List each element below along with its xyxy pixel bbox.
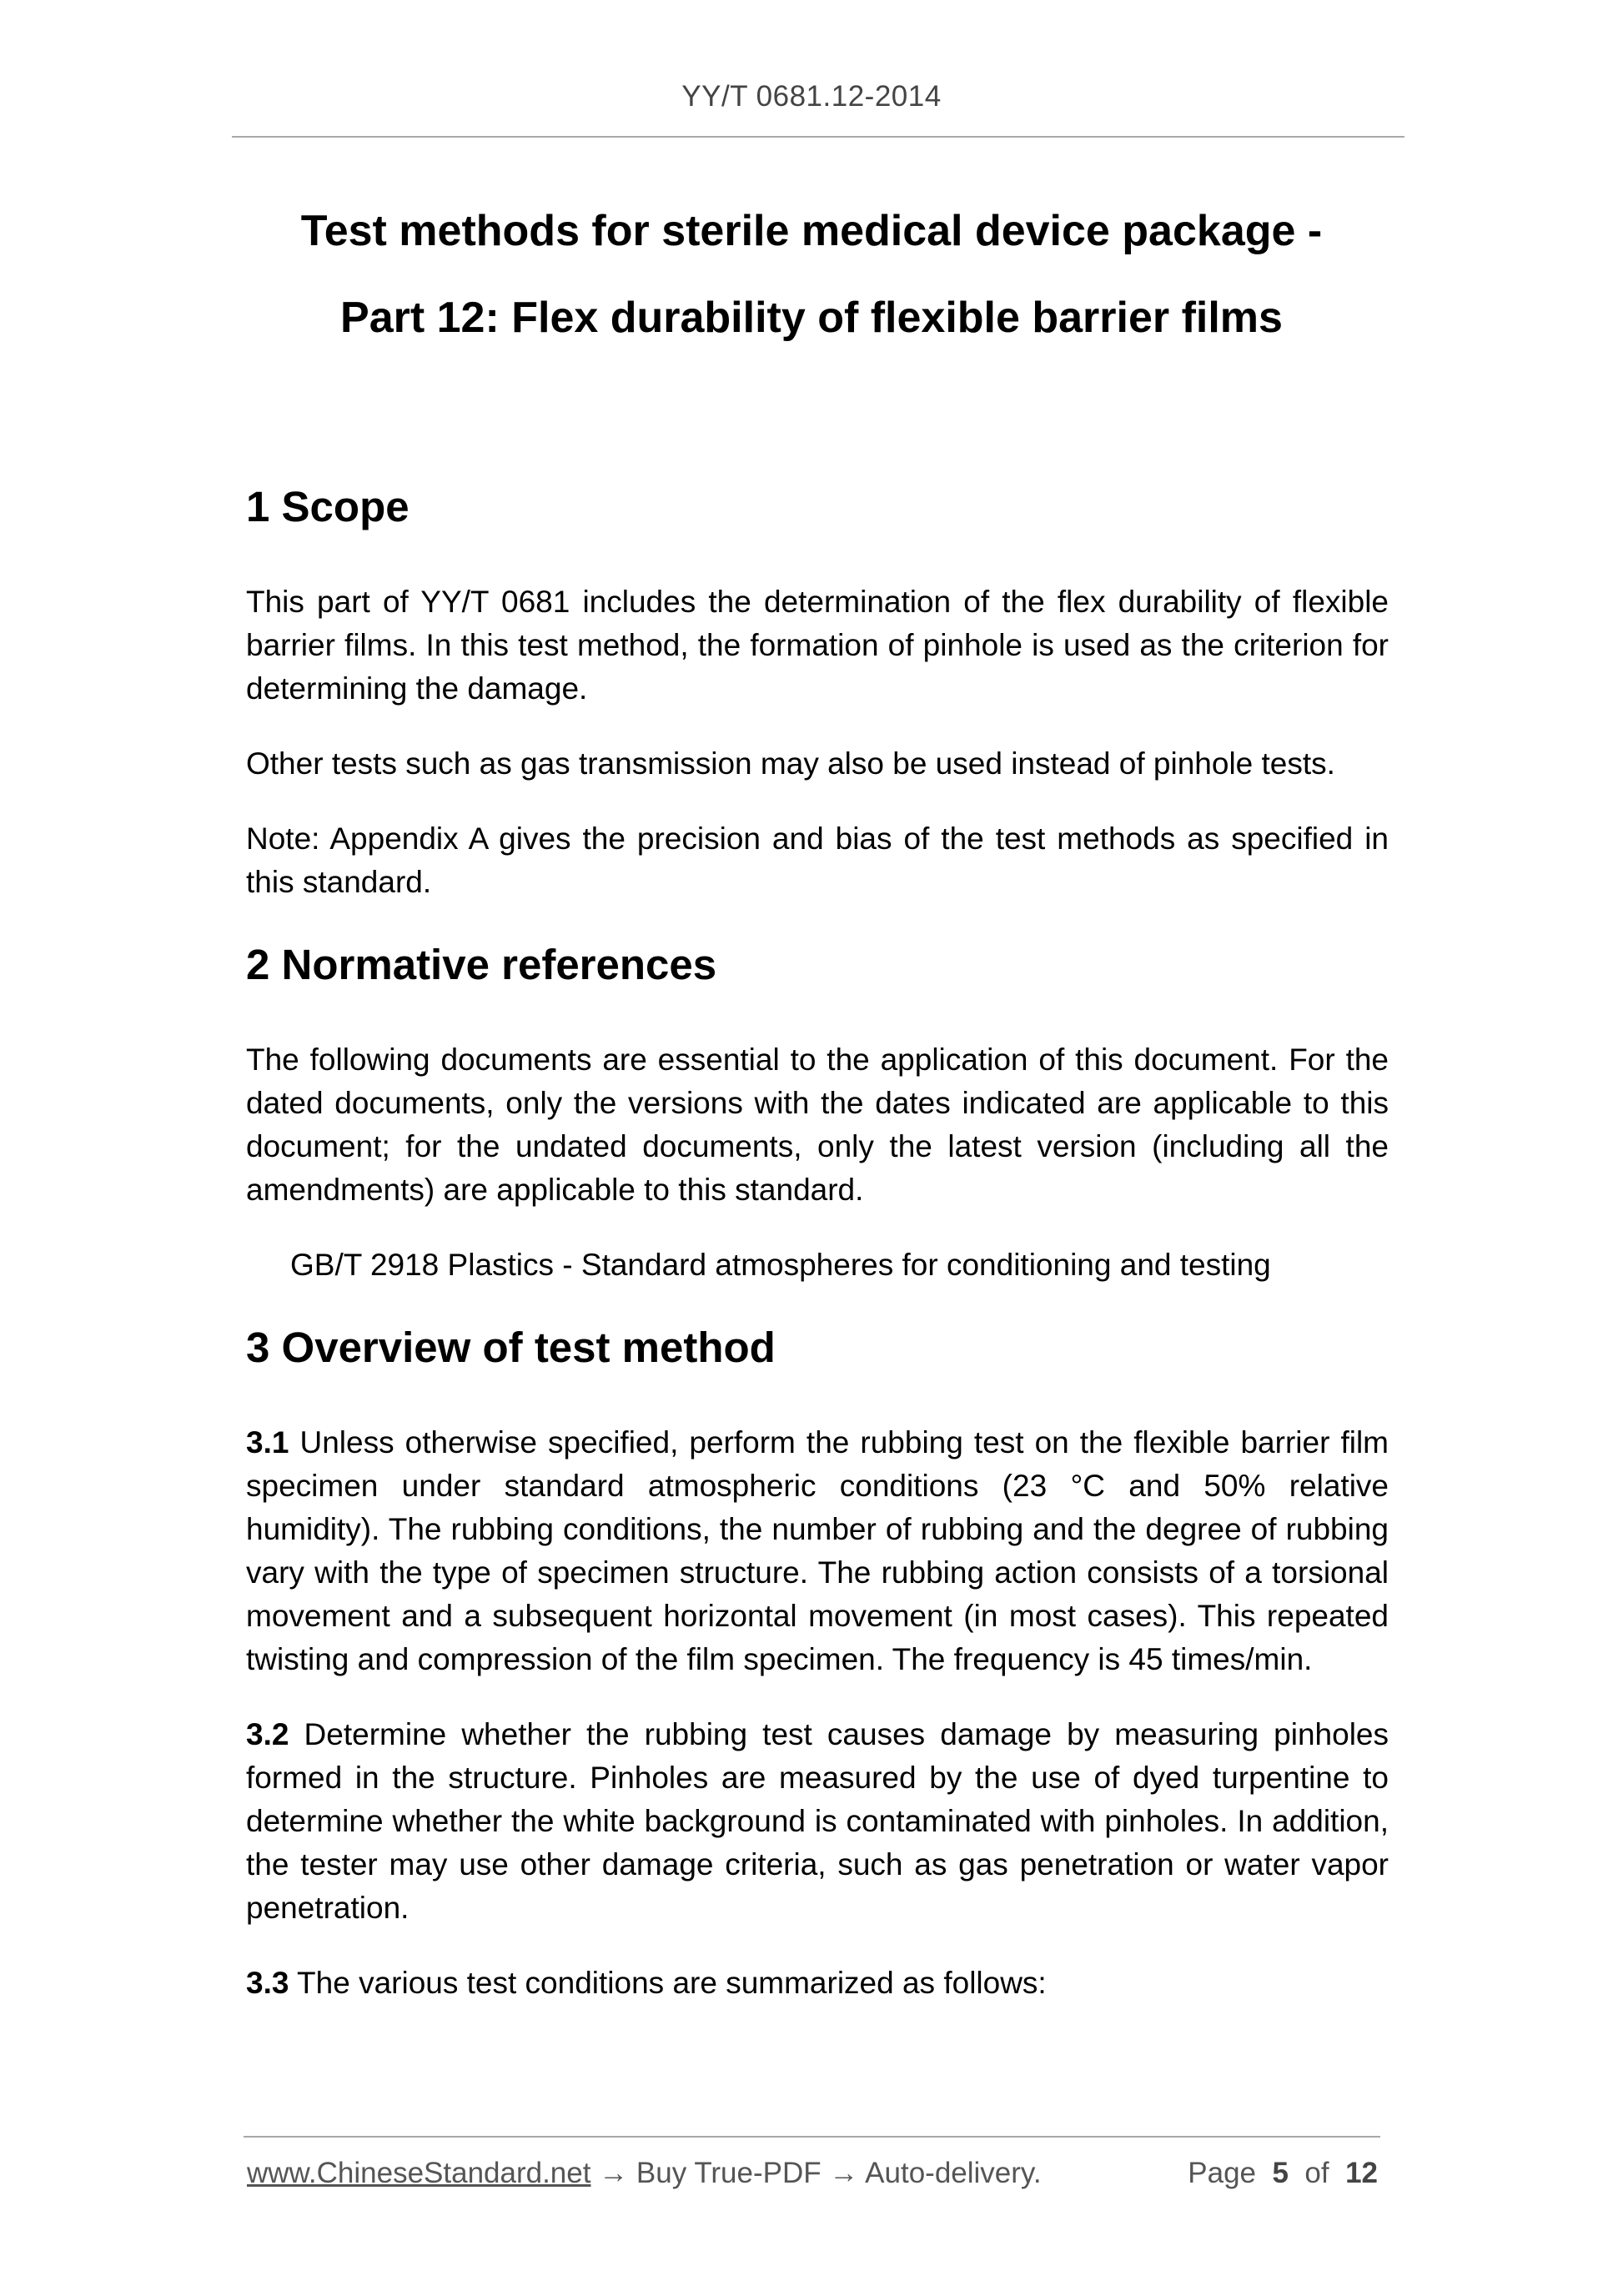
clause-number: 3.1 [246, 1425, 289, 1459]
document-title [0, 188, 1623, 361]
clause-number: 3.3 [246, 1966, 289, 2000]
scope-paragraph-1: This part of YY/T 0681 includes the determination of the flex durability of flexible barrier films. In this test method, the formation of pinhole is used as the criterion for determining the damage. [246, 585, 1389, 706]
clause-3-3 [246, 1962, 1389, 2005]
title-line-2: Part 12: Flex durability of flexible barrier films [340, 294, 1283, 342]
clause-text: Determine whether the rubbing test causes damage by measuring pinholes formed in the structure. Pinholes are measured by the use of dyed turpentine to determine whether the white background is contaminated with pinholes. In addition, the tester may use other damage criteria, such as gas penetration or water vapor penetration. [246, 1717, 1389, 1925]
clause-number: 3.2 [246, 1717, 289, 1751]
page-number [1188, 2157, 1378, 2190]
section-heading-normative-references: 2 Normative references [246, 941, 717, 988]
website-link[interactable]: www.ChineseStandard.net [247, 2157, 591, 2189]
section-heading-scope: 1 Scope [246, 483, 410, 530]
footer-divider [244, 2136, 1380, 2138]
scope-paragraph-2: Other tests such as gas transmission may also be used instead of pinhole tests. [246, 746, 1335, 781]
clause-3-1 [246, 1421, 1389, 1681]
page-current: 5 [1272, 2157, 1289, 2189]
section-heading-overview: 3 Overview of test method [246, 1324, 776, 1371]
scope-note: Note: Appendix A gives the precision and bias of the test methods as specified in this standard. [246, 821, 1389, 899]
page-total: 12 [1345, 2157, 1378, 2189]
footer-promo [247, 2157, 1042, 2190]
normative-paragraph: The following documents are essential to the application of this document. For the dated documents, only the versions with the dates indicated are applicable to this document; for the undated documents, only the latest version (including all the amendments) are applicable to this standard. [246, 1042, 1389, 1207]
page-footer [247, 2157, 1378, 2190]
title-line-1: Test methods for sterile medical device package - [300, 207, 1323, 255]
clause-text: The various test conditions are summarized as follows: [289, 1966, 1047, 2000]
clause-3-2 [246, 1713, 1389, 1930]
page-header-standard-code: YY/T 0681.12-2014 [681, 80, 942, 113]
page-label: Page [1188, 2157, 1257, 2189]
page-of-label: of [1304, 2157, 1329, 2189]
footer-promo-text: → Buy True-PDF → Auto-delivery. [590, 2157, 1042, 2189]
header-divider [232, 136, 1404, 138]
normative-reference-item: GB/T 2918 Plastics - Standard atmospheres for conditioning and testing [290, 1248, 1271, 1282]
document-body [246, 475, 1389, 2005]
clause-text: Unless otherwise specified, perform the rubbing test on the flexible barrier film specimen under standard atmospheric conditions (23 °C and 50% relative humidity). The rubbing conditions, the number of rubbing and the degree of rubbing vary with the type of specimen structure. The rubbing action consists of a torsional movement and a subsequent horizontal movement (in most cases). This repeated twisting and compression of the film specimen. The frequency is 45 times/min. [246, 1425, 1389, 1676]
